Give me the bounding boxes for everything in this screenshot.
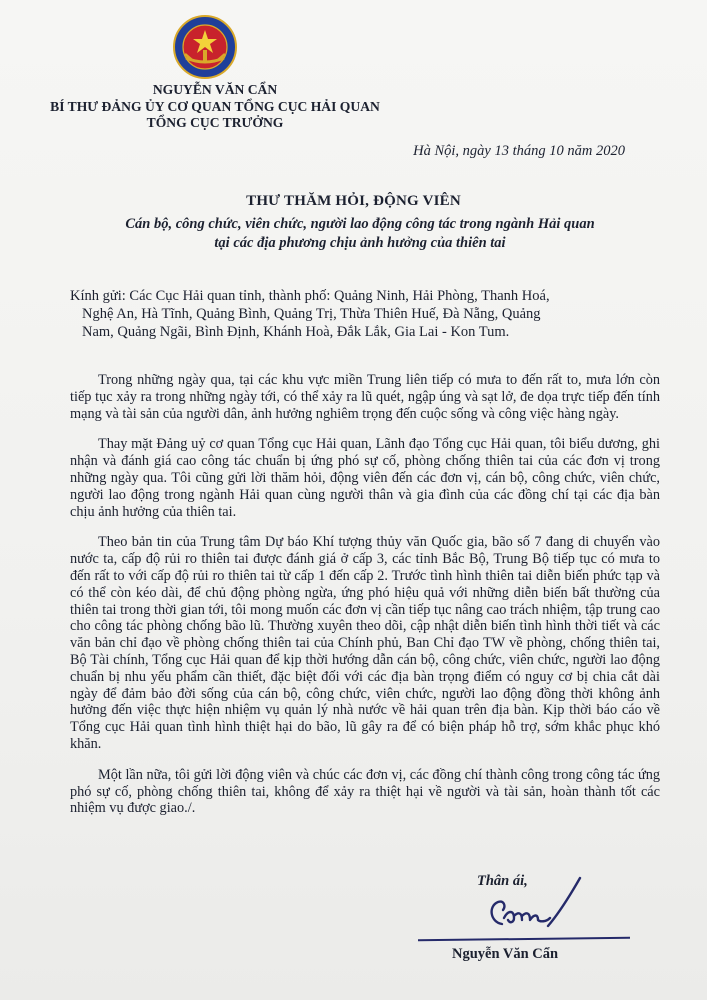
letter-title: THƯ THĂM HỎI, ĐỘNG VIÊN xyxy=(246,193,461,209)
closing-greeting: Thân ái, xyxy=(477,873,528,889)
sender-position-director: TỔNG CỤC TRƯỞNG xyxy=(146,115,284,130)
sender-block xyxy=(0,82,430,132)
recipients-line-1: Kính gửi: Các Cục Hải quan tỉnh, thành phố: Quảng Ninh, Hải Phòng, Thanh Hoá, xyxy=(70,288,550,304)
sender-name: NGUYỄN VĂN CẨN xyxy=(152,82,278,97)
signer-name: Nguyễn Văn Cẩn xyxy=(452,946,559,962)
subtitle-line-1: Cán bộ, công chức, viên chức, người lao động công tác trong ngành Hải quan xyxy=(125,216,595,232)
subtitle-line-2: tại các địa phương chịu ảnh hưởng của thiên tai xyxy=(214,235,506,251)
recipients-block xyxy=(70,287,660,341)
body-paragraph-2: Thay mặt Đảng uỷ cơ quan Tổng cục Hải quan, Lãnh đạo Tổng cục Hải quan, tôi biểu dương, ghi nhận và đánh giá cao công tác chuẩn bị ứng phó sự cố, phòng chống thiên tai của các đơn vị trong những ngày qua. Tôi cũng gửi lời thăm hỏi, động viên đến các đơn vị, cán bộ, công chức, viên chức, người lao động trong ngành Hải quan cùng người thân và gia đình của các đồng chí tại các địa bàn chịu ảnh hưởng của thiên tai. xyxy=(70,436,660,520)
letter-body xyxy=(70,372,660,831)
body-paragraph-3: Theo bản tin của Trung tâm Dự báo Khí tượng thủy văn Quốc gia, bão số 7 đang di chuyển vào nước ta, cấp độ rủi ro thiên tai được đánh giá ở cấp 3, các tỉnh Bắc Bộ, Trung Bộ tiếp tục có mưa to đến rất to với cấp độ rủi ro thiên tai từ cấp 1 đến cấp 2. Trước tình hình thiên tai diễn biến phức tạp và có thể còn kéo dài, để chủ động phòng ngừa, ứng phó hiệu quả với những diễn biến bất thường của thiên tai trong thời gian tới, tôi mong muốn các đơn vị cần tiếp tục nâng cao trách nhiệm, tập trung cao cho công tác phòng chống bão lũ. Thường xuyên theo dõi, cập nhật diễn biến tình hình thời tiết và các văn bản chỉ đạo về phòng chống thiên tai của Chính phủ, Ban Chỉ đạo TW về phòng, chống thiên tai, Bộ Tài chính, Tổng cục Hải quan để kịp thời hướng dẫn cán bộ, công chức, viên chức, người lao động chuẩn bị nhu yếu phẩm cần thiết, đặc biệt đối với các địa bàn trọng điểm có nguy cơ bị chia cắt dài ngày để đảm bảo đời sống của cán bộ, công chức, viên chức, người lao động đồng thời không ảnh hưởng đến việc thực hiện nhiệm vụ quản lý nhà nước về hải quan trên địa bàn. Kịp thời báo cáo về Tổng cục Hải quan tình hình thiệt hại do bão, lũ gây ra để có biện pháp hỗ trợ, sớm khắc phục khó khăn. xyxy=(70,534,660,752)
letter-date: Hà Nội, ngày 13 tháng 10 năm 2020 xyxy=(413,143,625,159)
recipients-line-2: Nghệ An, Hà Tĩnh, Quảng Bình, Quảng Trị, Thừa Thiên Huế, Đà Nẵng, Quảng xyxy=(82,306,541,322)
body-paragraph-1: Trong những ngày qua, tại các khu vực miền Trung liên tiếp có mưa to đến rất to, mưa lớn còn tiếp tục xảy ra trong những ngày tới, có thể xảy ra lũ quét, ngập úng và sạt lở, đe dọa trực tiếp đến tính mạng và tài sản của người dân, ảnh hưởng nghiêm trọng đến cuộc sống và công việc hàng ngày. xyxy=(70,372,660,422)
body-paragraph-4: Một lần nữa, tôi gửi lời động viên và chúc các đơn vị, các đồng chí thành công trong công tác ứng phó sự cố, phòng chống thiên tai, không để xảy ra thiệt hại về người và tài sản, hoàn thành tốt các nhiệm vụ được giao./. xyxy=(70,766,660,817)
letter-subtitle xyxy=(60,215,660,253)
recipients-line-3: Nam, Quảng Ngãi, Bình Định, Khánh Hoà, Đắk Lắk, Gia Lai - Kon Tum. xyxy=(82,324,510,340)
sender-position-party: BÍ THƯ ĐẢNG ỦY CƠ QUAN TỔNG CỤC HẢI QUAN xyxy=(50,98,380,114)
customs-emblem-icon xyxy=(172,14,238,80)
